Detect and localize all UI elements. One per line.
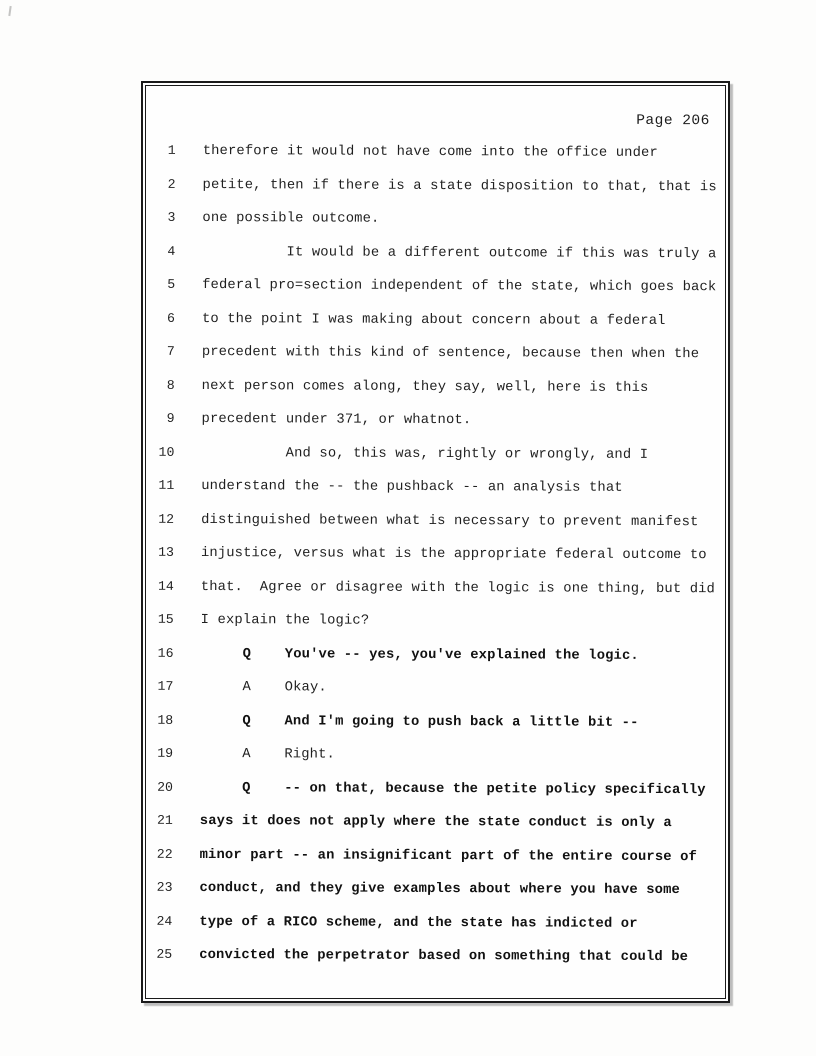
line-number: 2 bbox=[167, 176, 176, 192]
line-text: one possible outcome. bbox=[202, 210, 380, 227]
line-number: 16 bbox=[157, 645, 174, 661]
line-number: 21 bbox=[156, 812, 173, 828]
line-text: therefore it would not have come into the office under bbox=[202, 143, 658, 161]
transcript-line bbox=[151, 703, 716, 739]
line-number: 1 bbox=[167, 142, 176, 158]
transcript-line bbox=[152, 469, 717, 505]
transcript-line bbox=[151, 737, 716, 773]
transcript-line bbox=[153, 201, 718, 237]
transcript-line bbox=[153, 268, 718, 304]
line-text: says it does not apply where the state conduct is only a bbox=[199, 813, 672, 832]
transcript-line bbox=[153, 234, 718, 270]
line-number: 23 bbox=[156, 879, 173, 895]
line-number: 6 bbox=[167, 310, 176, 326]
line-text: A Okay. bbox=[200, 679, 327, 696]
page-number-label: Page 206 bbox=[636, 112, 710, 130]
transcript-line bbox=[150, 871, 715, 907]
line-number: 19 bbox=[157, 745, 174, 761]
line-text: A Right. bbox=[200, 746, 335, 763]
line-text: Q You've -- yes, you've explained the logic. bbox=[200, 646, 639, 664]
transcript-line bbox=[152, 536, 717, 572]
line-text: next person comes along, they say, well, here is this bbox=[201, 378, 649, 396]
line-number: 8 bbox=[166, 377, 175, 393]
line-number: 5 bbox=[167, 276, 176, 292]
line-text: Q -- on that, because the petite policy specifically bbox=[199, 780, 706, 798]
transcript-line bbox=[153, 167, 718, 203]
transcript-line bbox=[152, 435, 717, 471]
line-text: It would be a different outcome if this was truly a bbox=[202, 244, 717, 262]
line-number: 20 bbox=[157, 779, 173, 795]
transcript-line bbox=[151, 636, 716, 672]
transcript-line bbox=[152, 502, 717, 538]
scan-artifact bbox=[8, 6, 11, 16]
transcript-lines bbox=[150, 134, 719, 974]
line-number: 10 bbox=[158, 444, 175, 460]
line-text: distinguished between what is necessary to prevent manifest bbox=[201, 512, 699, 530]
line-text: type of a RICO scheme, and the state has indicted or bbox=[199, 914, 638, 932]
line-text: federal pro=section independent of the state, which goes back bbox=[202, 277, 717, 296]
line-text: injustice, versus what is the appropriate federal outcome to bbox=[200, 545, 707, 564]
transcript-content bbox=[145, 85, 725, 999]
line-number: 13 bbox=[158, 544, 174, 560]
line-number: 15 bbox=[157, 611, 174, 627]
line-number: 24 bbox=[156, 913, 173, 929]
transcript-line bbox=[152, 569, 717, 605]
line-number: 17 bbox=[157, 678, 174, 694]
transcript-line bbox=[152, 603, 717, 639]
line-text: Q And I'm going to push back a little bit -- bbox=[200, 713, 639, 731]
line-text: precedent with this kind of sentence, because then when the bbox=[201, 344, 700, 363]
line-text: minor part -- an insignificant part of the entire course of bbox=[199, 847, 698, 865]
line-number: 9 bbox=[166, 410, 175, 426]
transcript-line bbox=[154, 134, 719, 170]
transcript-line bbox=[152, 402, 717, 438]
transcript-line bbox=[151, 837, 716, 873]
line-number: 14 bbox=[157, 578, 174, 594]
line-number: 7 bbox=[166, 343, 175, 359]
line-text: petite, then if there is a state disposition to that, that is bbox=[202, 177, 717, 195]
line-text: And so, this was, rightly or wrongly, and I bbox=[201, 445, 649, 463]
line-text: conduct, and they give examples about where you have some bbox=[199, 880, 681, 899]
line-number: 12 bbox=[158, 511, 175, 527]
line-number: 18 bbox=[157, 712, 174, 728]
line-number: 3 bbox=[167, 209, 176, 225]
line-text: understand the -- the pushback -- an analysis that bbox=[201, 478, 623, 496]
transcript-inner-border bbox=[145, 85, 726, 999]
transcript-line bbox=[151, 804, 716, 840]
line-number: 4 bbox=[167, 243, 176, 259]
line-text: convicted the perpetrator based on something that could be bbox=[199, 947, 689, 966]
transcript-line bbox=[150, 904, 715, 940]
line-number: 22 bbox=[156, 846, 173, 862]
transcript-line bbox=[151, 770, 716, 806]
transcript-line bbox=[150, 938, 715, 974]
line-number: 11 bbox=[158, 477, 175, 493]
transcript-line bbox=[151, 670, 716, 706]
transcript-line bbox=[153, 335, 718, 371]
line-text: precedent under 371, or whatnot. bbox=[201, 411, 472, 429]
transcript-line bbox=[153, 368, 718, 404]
line-number: 25 bbox=[156, 946, 173, 962]
line-text: I explain the logic? bbox=[200, 612, 370, 629]
transcript-border-box bbox=[141, 81, 730, 1003]
transcript-line bbox=[153, 301, 718, 337]
line-text: to the point I was making about concern about a federal bbox=[201, 311, 666, 329]
line-text: that. Agree or disagree with the logic is one thing, but did bbox=[200, 579, 716, 597]
